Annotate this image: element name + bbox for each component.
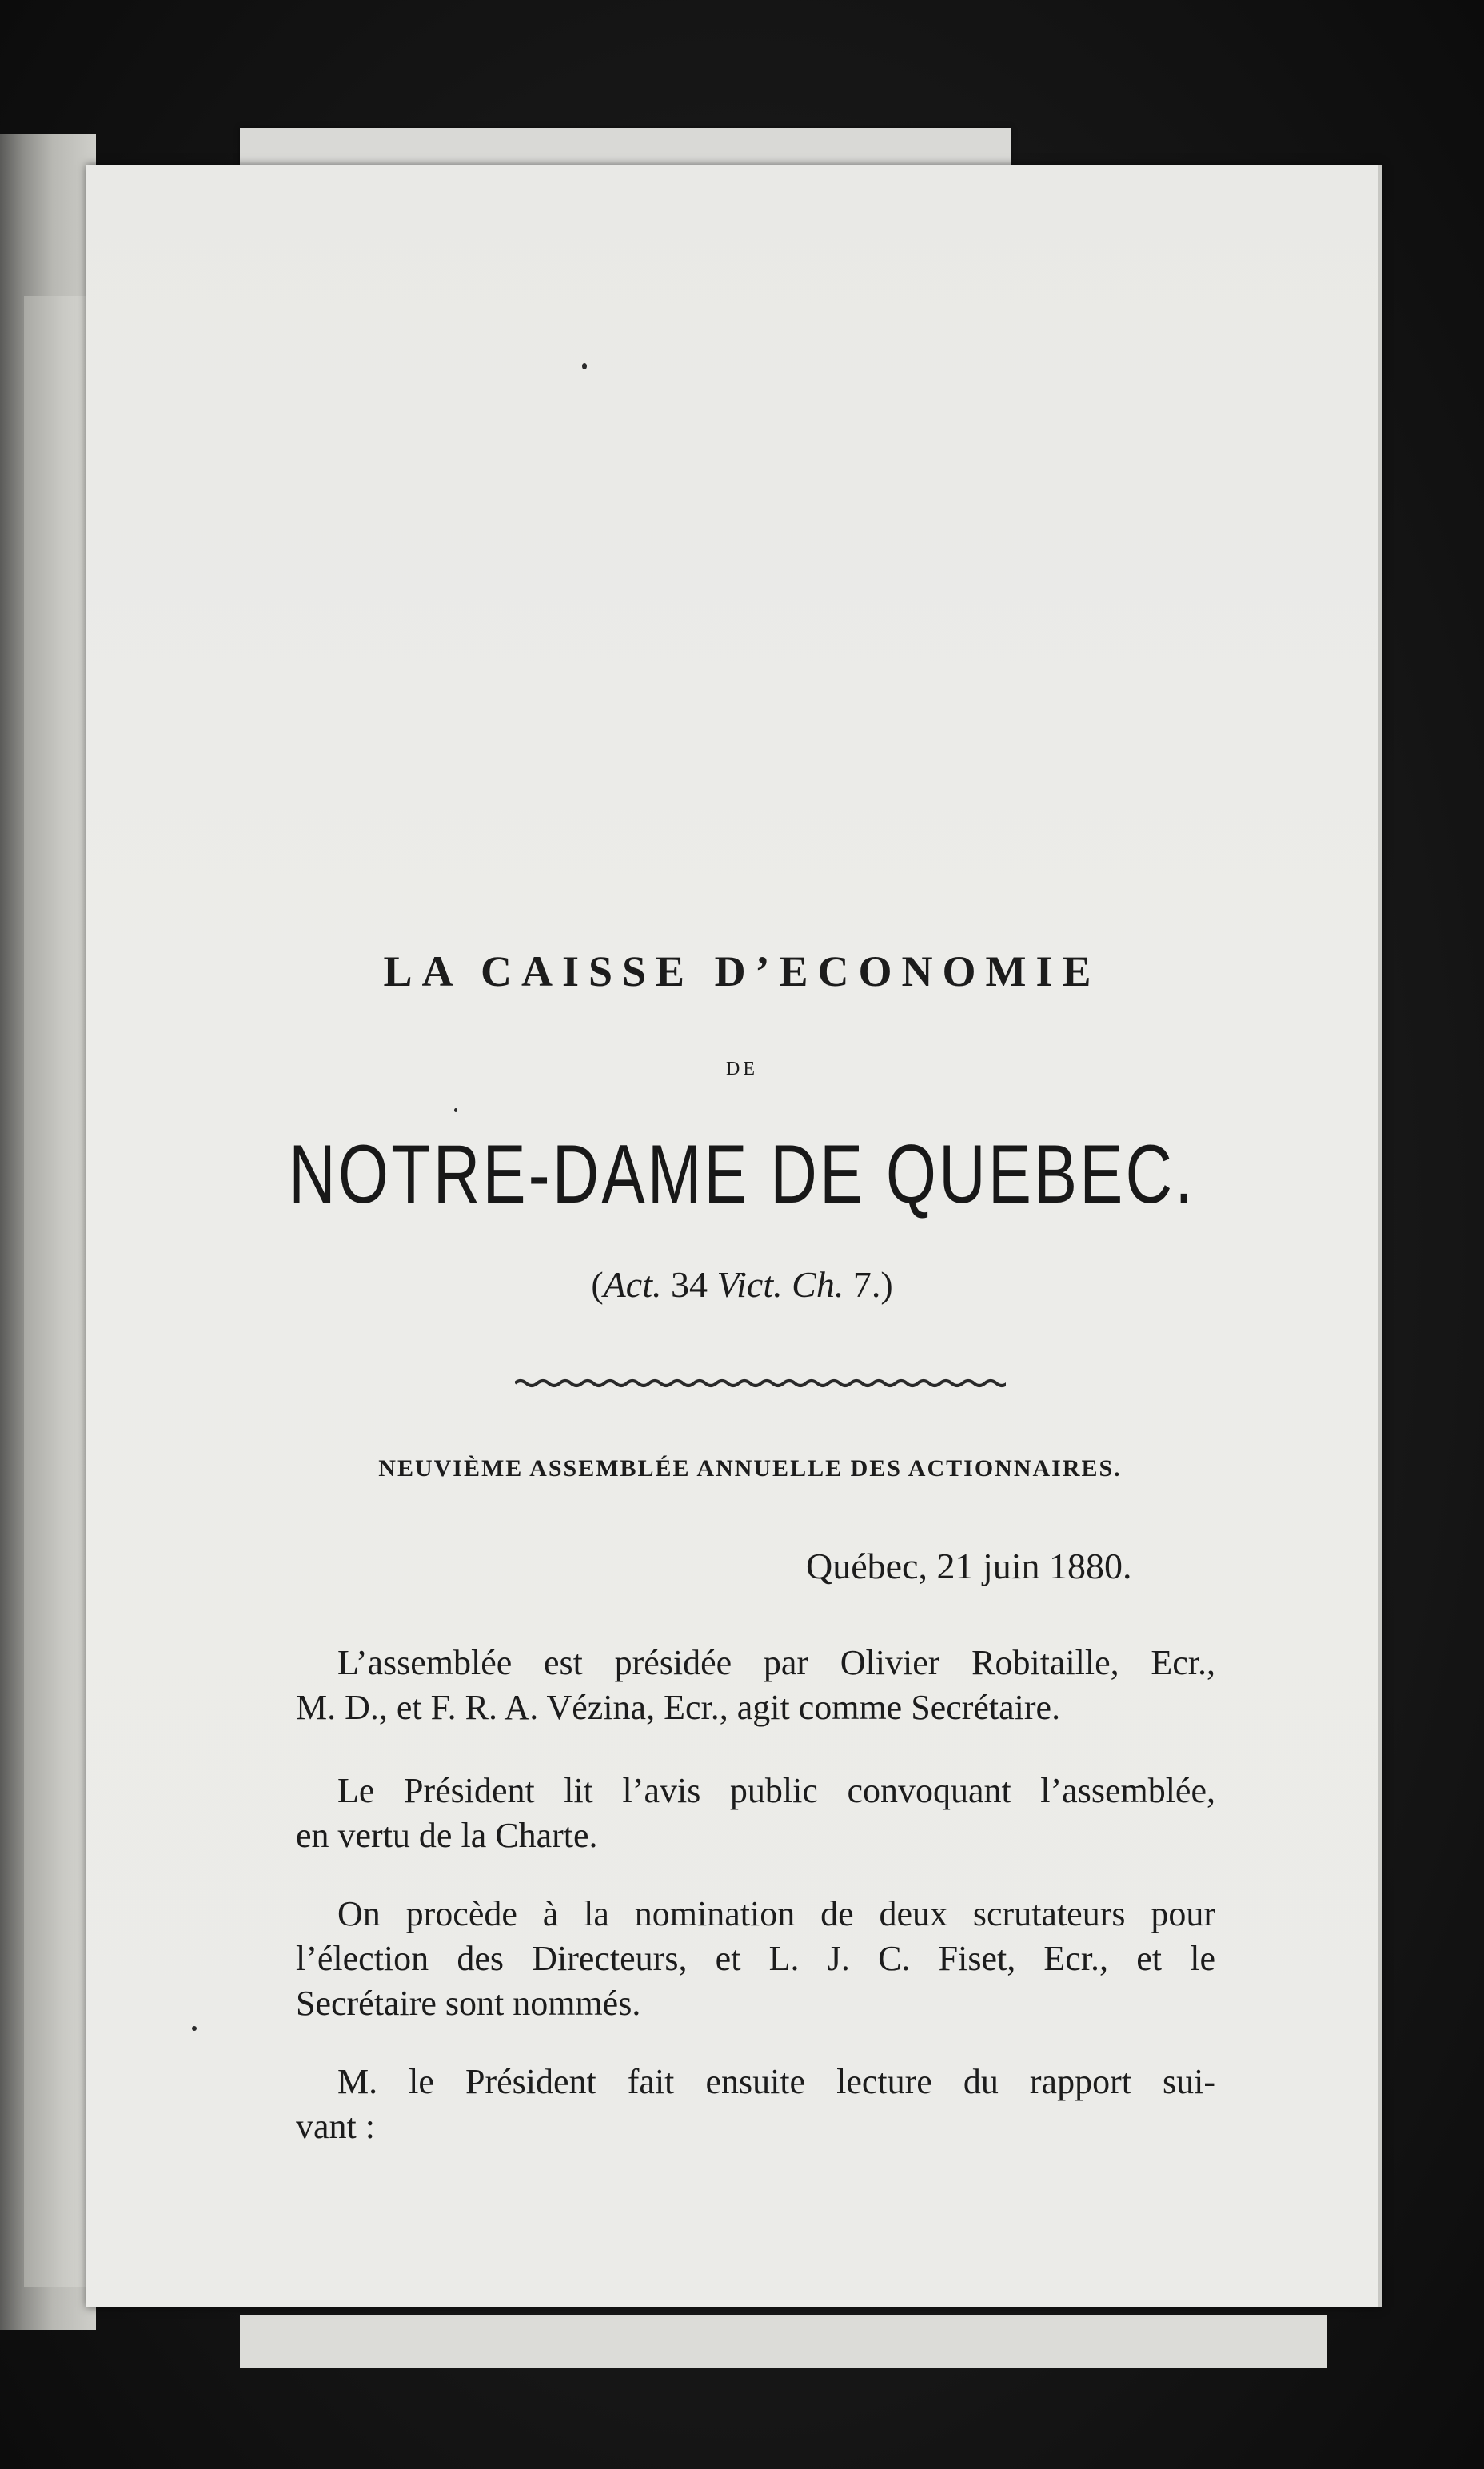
heading-line-2: NOTRE-DAME DE QUEBEC. — [289, 1128, 1195, 1221]
paragraph-line: vant : — [296, 2107, 375, 2146]
act-number-7: 7.) — [844, 1264, 893, 1305]
dust-speck — [582, 363, 587, 369]
act-reference — [86, 1263, 1398, 1306]
heading-connector: DE — [726, 1059, 758, 1079]
paragraph-3 — [296, 1892, 1215, 2026]
dust-speck — [454, 1108, 457, 1112]
paragraph-line: Secrétaire sont nommés. — [296, 1984, 641, 2023]
paragraph-4 — [296, 2060, 1215, 2149]
paragraph-line: en vertu de la Charte. — [296, 1816, 598, 1855]
assembly-title: NEUVIÈME ASSEMBLÉE ANNUELLE DES ACTIONNAIRES. — [378, 1455, 1122, 1482]
document-page — [86, 165, 1382, 2307]
act-italic-vict: Vict. — [716, 1264, 783, 1305]
act-number-34: 34 — [661, 1264, 717, 1305]
act-italic-act: Act. — [603, 1264, 662, 1305]
paragraph-line: M. D., et F. R. A. Vézina, Ecr., agit comme Secrétaire. — [296, 1688, 1061, 1727]
heading-line-1: LA CAISSE D’ECONOMIE — [383, 947, 1101, 995]
paragraph-line: L’assemblée est présidée par Olivier Robitaille, Ecr., — [337, 1643, 1215, 1682]
paragraph-line: M. le Président fait ensuite lecture du rapport sui- — [337, 2062, 1215, 2101]
paragraph-line: l’élection des Directeurs, et L. J. C. Fiset, Ecr., et le — [296, 1939, 1215, 1978]
paragraph-1 — [296, 1641, 1215, 1730]
dateline: Québec, 21 juin 1880. — [806, 1546, 1132, 1586]
act-separator — [783, 1264, 792, 1305]
act-prefix: ( — [591, 1264, 604, 1305]
dust-speck — [192, 2026, 197, 2031]
paragraph-line: On procède à la nomination de deux scrutateurs pour — [337, 1894, 1215, 1933]
page-edge-top — [240, 128, 1011, 165]
book-spine-inner — [24, 296, 88, 2287]
wavy-rule-ornament — [515, 1377, 1006, 1390]
paragraph-2 — [296, 1769, 1215, 1858]
paragraph-line: Le Président lit l’avis public convoquant l’assemblée, — [337, 1771, 1215, 1810]
page-edge-bottom — [240, 2315, 1327, 2368]
act-italic-ch: Ch. — [792, 1264, 844, 1305]
